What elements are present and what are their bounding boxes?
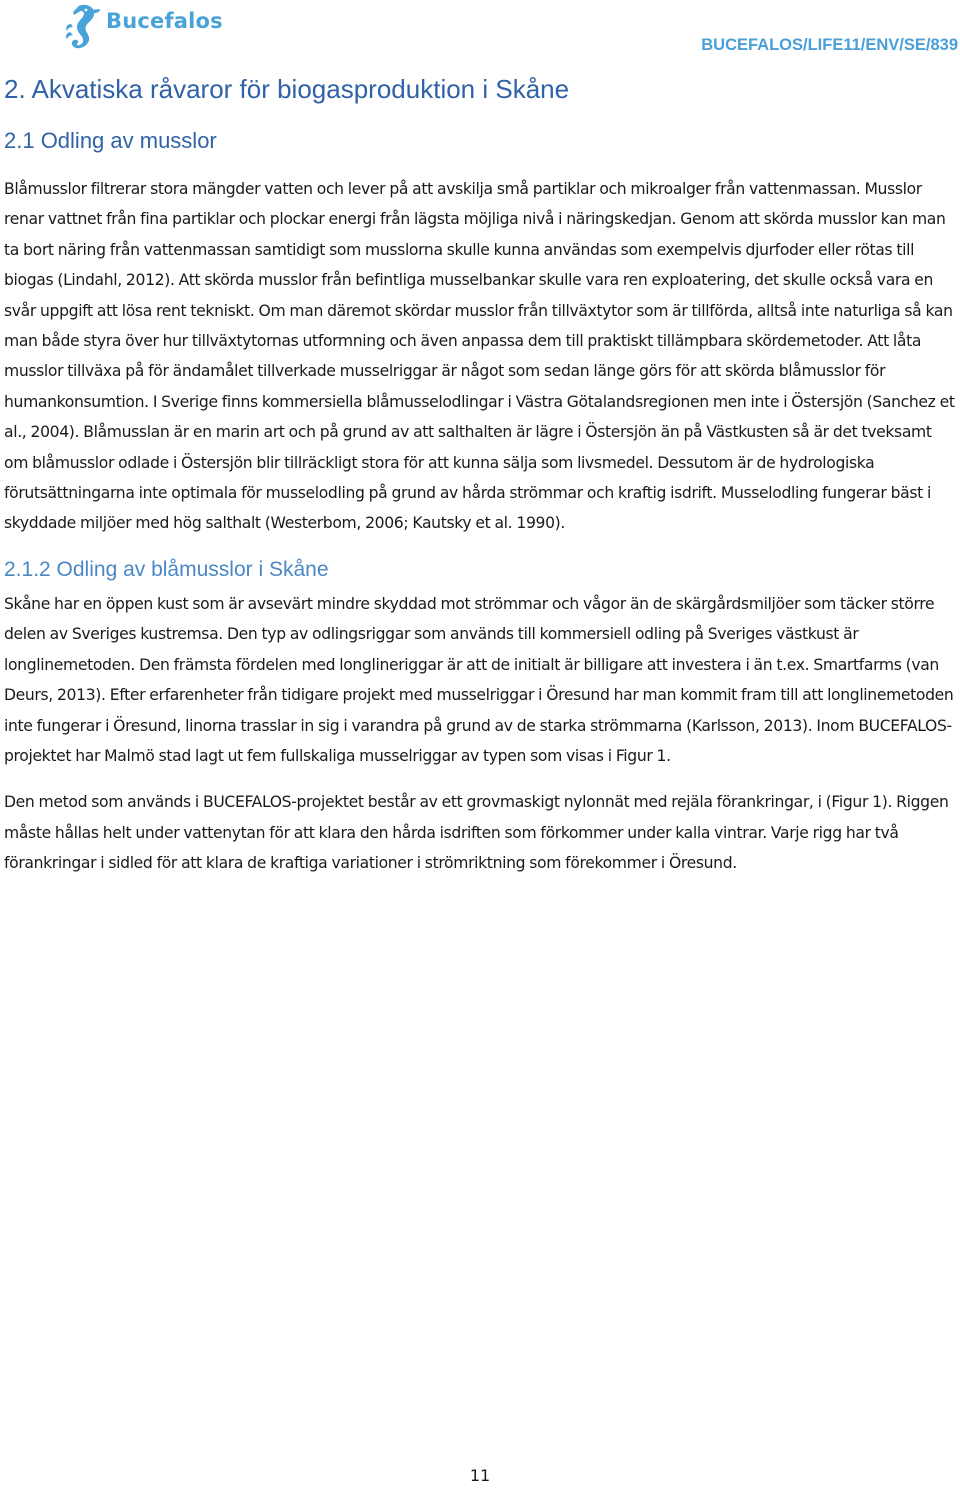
project-code: BUCEFALOS/LIFE11/ENV/SE/839	[701, 36, 958, 54]
subsection-title-odling-av-musslor: 2.1 Odling av musslor	[4, 128, 217, 153]
logo-text: Bucefalos	[106, 9, 223, 33]
subsection-title-odling-av-blamusslor: 2.1.2 Odling av blåmusslor i Skåne	[4, 557, 329, 581]
page-header	[0, 0, 960, 60]
page-number: 11	[469, 1466, 491, 1485]
seahorse-icon	[62, 2, 102, 54]
bucefalos-logo	[62, 2, 223, 54]
body-paragraph: Blåmusslor filtrerar stora mängder vatten och lever på att avskilja små partiklar och mikroalger från vattenmassan. Musslor renar vattnet från fina partiklar och plockar energi från lägsta möjliga nivå i näringskedjan. Genom att skörda musslor kan man ta bort näring från vattenmassan samtidigt som musslorna skulle kunna användas som exempelvis djurfoder eller rötas till biogas (Lindahl, 2012). Att skörda musslor från befintliga musselbankar skulle vara ren exploatering, det skulle också vara en svår uppgift att lösa rent tekniskt. Om man däremot skördar musslor från tillväxtytor som är tillförda, alltså inte naturliga så kan man både styra över hur tillväxtytornas utformning och även anpassa dem till praktiskt tillämpbara skördemetoder. Att låta musslor tillväxa på för ändamålet tillverkade musselriggar är något som sedan länge görs för att skörda blåmusslor för humankonsumtion. I Sverige finns kommersiella blåmusselodlingar i Västra Götalandsregionen men inte i Östersjön (Sanchez et al., 2004). Blåmusslan är en marin art och på grund av att salthalten är lägre i Östersjön än på Västkusten så är det tveksamt om blåmusslor odlade i Östersjön blir tillräckligt stora för att kunna sälja som livsmedel. Dessutom är de hydrologiska förutsättningarna inte optimala för musselodling på grund av hårda strömmar och kraftig isdrift. Musselodling fungerar bäst i skyddade miljöer med hög salthalt (Westerbom, 2006; Kautsky et al. 1990).	[4, 180, 955, 533]
body-paragraph: Den metod som används i BUCEFALOS-projektet består av ett grovmaskigt nylonnät med rejäla förankringar, i (Figur 1). Riggen måste hållas helt under vattenytan för att klara den hårda isdriften som förkommer under kalla vintrar. Varje rigg har två förankringar i sidled för att klara de kraftiga variationer i strömriktning som förekommer i Öresund.	[4, 793, 949, 873]
document-body	[4, 72, 956, 879]
section-title: 2. Akvatiska råvaror för biogasproduktion i Skåne	[4, 74, 570, 104]
body-paragraph: Skåne har en öppen kust som är avsevärt mindre skyddad mot strömmar och vågor än de skärgårdsmiljöer som täcker större delen av Sveriges kustremsa. Den typ av odlingsriggar som används till kommersiell odling på Sveriges västkust är longlinemetoden. Den främsta fördelen med longlineriggar är att de initialt är billigare att investera i än t.ex. Smartfarms (van Deurs, 2013). Efter erfarenheter från tidigare projekt med musselriggar i Öresund har man kommit fram till att longlinemetoden inte fungerar i Öresund, linorna trasslar in sig i varandra på grund av de starka strömmarna (Karlsson, 2013). Inom BUCEFALOS-projektet har Malmö stad lagt ut fem fullskaliga musselriggar av typen som visas i Figur 1.	[4, 594, 954, 765]
